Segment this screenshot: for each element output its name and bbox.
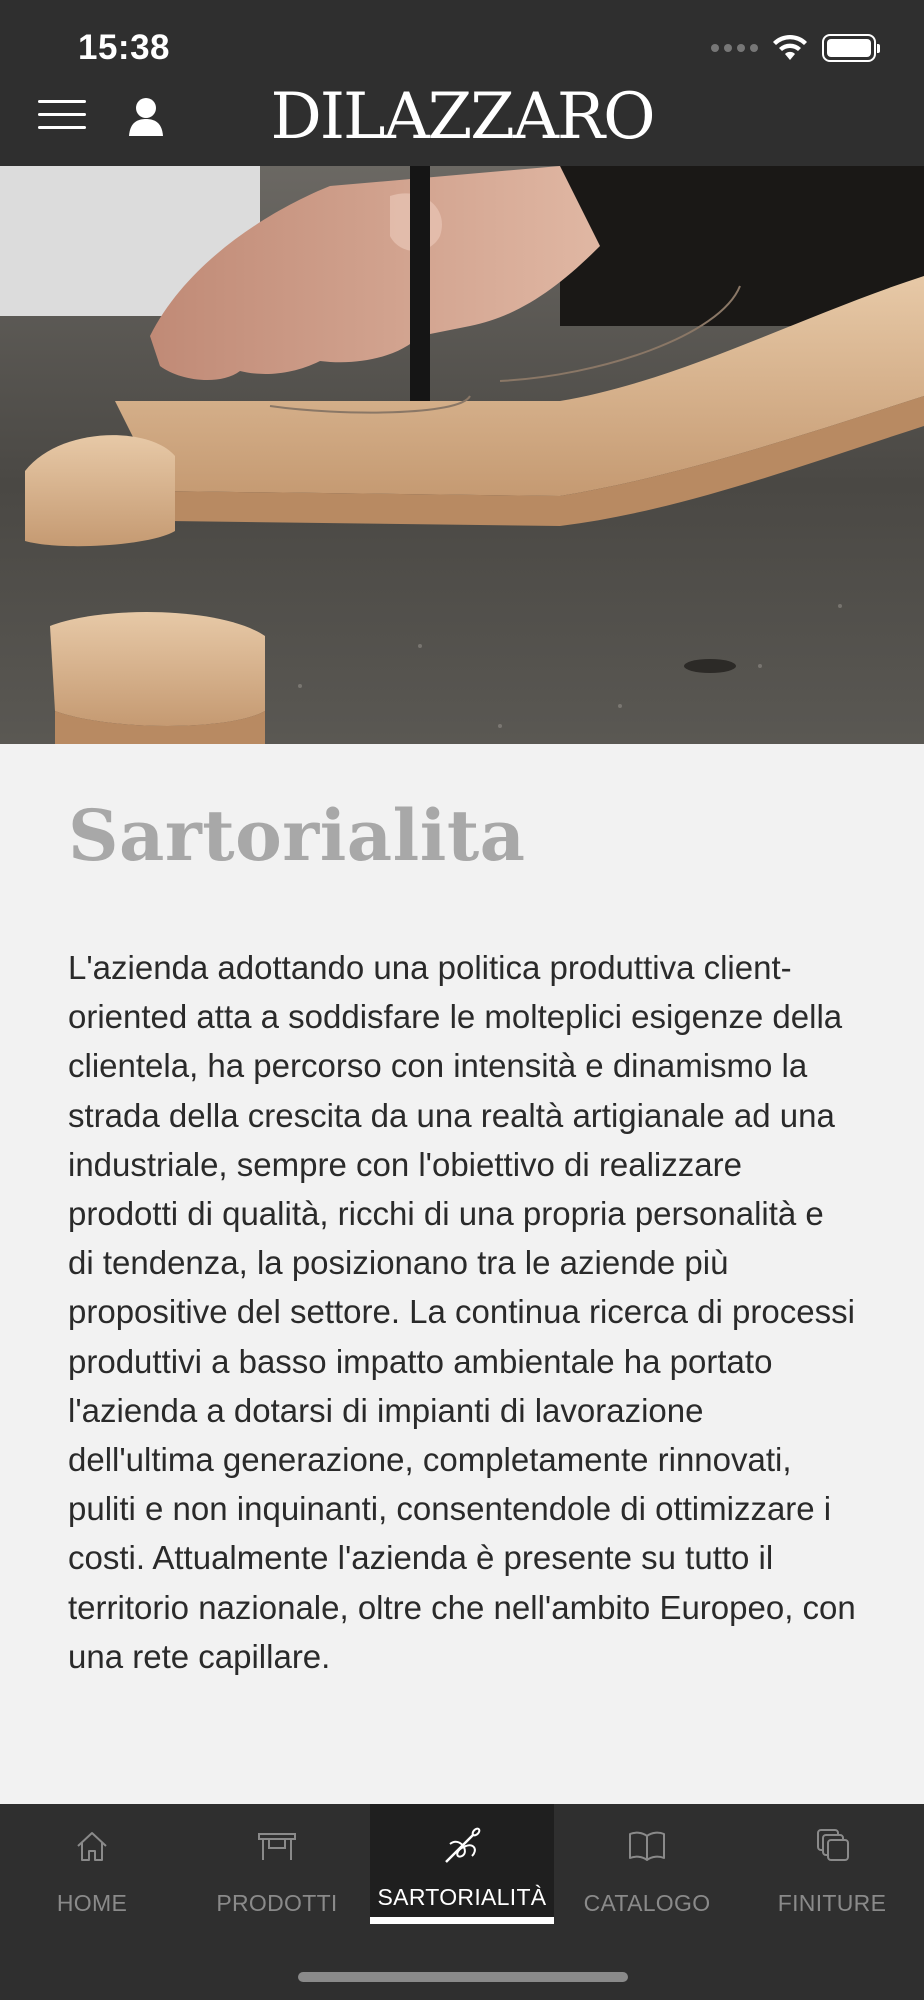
company-description: L'azienda adottando una politica produttiva client-oriented atta a soddisfare le molteplici esigenze della clientela, ha percorso con intensità e dinamismo la strada della crescita da una realtà artigianale ad una industriale, sempre con l'obiettivo di realizzare prodotti di qualità, ricchi di una propria personalità e di tendenza, la posizionano tra le aziende più propositive del settore. La continua ricerca di processi produttivi a basso impatto ambientale ha portato l'azienda a dotarsi di impianti di lavorazione dell'ultima generazione, completamente rinnovati, puliti e non inquinanti, consentendole di ottimizzare i costi. Attualmente l'azienda è presente su tutto il territorio nazionale, oltre che nell'ambito Europeo, con una rete capillare.: [68, 949, 856, 1675]
status-time: 15:38: [78, 28, 171, 67]
wifi-icon: [772, 34, 808, 62]
tab-home[interactable]: [0, 1804, 184, 1924]
status-indicators: [711, 34, 876, 62]
battery-icon: [822, 34, 876, 62]
tab-sartorialita[interactable]: [370, 1804, 554, 1924]
brand-logo: DILAZZARO: [270, 80, 654, 154]
home-icon: [70, 1824, 114, 1868]
cellular-signal-icon: [711, 44, 758, 52]
needle-thread-icon: [440, 1824, 484, 1868]
tab-finiture-label: FINITURE: [777, 1890, 887, 1916]
table-icon: [255, 1824, 299, 1868]
tab-prodotti-label: PRODOTTI: [216, 1890, 338, 1916]
page-title: Sartorialita: [68, 794, 526, 877]
active-tab-indicator: [370, 1917, 554, 1924]
book-icon: [625, 1824, 669, 1868]
app-header: [0, 0, 924, 166]
tab-catalogo[interactable]: [555, 1804, 739, 1924]
tab-finiture[interactable]: [740, 1804, 924, 1924]
tab-prodotti[interactable]: [185, 1804, 369, 1924]
tab-sartorialita-label: SARTORIALITÀ: [377, 1884, 547, 1910]
content-section: [68, 744, 858, 1681]
tab-home-label: HOME: [56, 1890, 128, 1916]
swatches-icon: [810, 1824, 854, 1868]
tab-catalogo-label: CATALOGO: [583, 1890, 711, 1916]
bottom-tab-bar: [0, 1804, 924, 2000]
home-indicator[interactable]: [298, 1972, 628, 1982]
woodworking-saw-photo: [0, 166, 924, 744]
